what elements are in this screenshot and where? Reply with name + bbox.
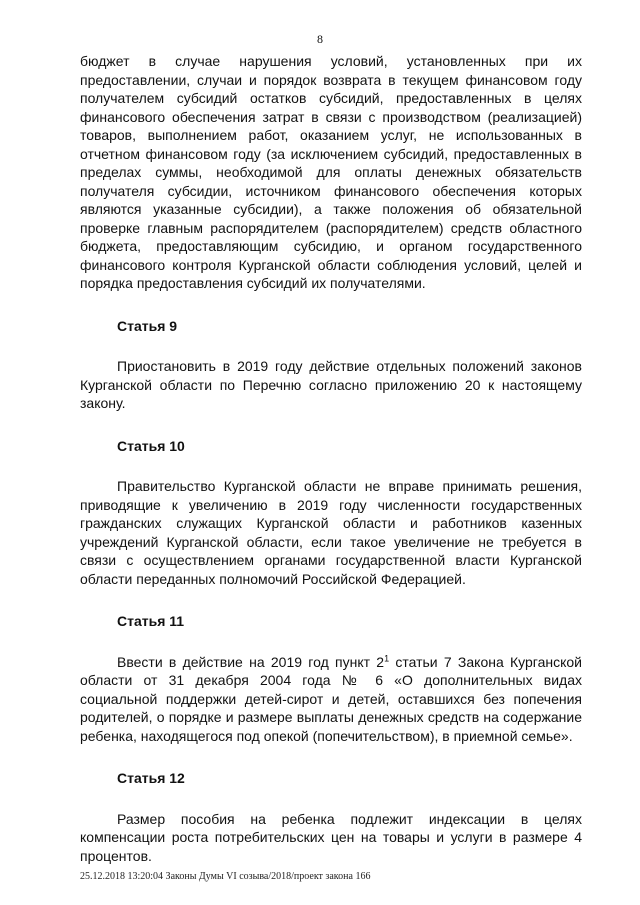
document-footer: 25.12.2018 13:20:04 Законы Думы VI созыва/2018/проект закона 166 bbox=[80, 871, 371, 882]
continuation-paragraph: бюджет в случае нарушения условий, установленных при их предоставлении, случаи и порядок возврата в текущем финансовом году получателем субсидий остатков субсидий, предоставленных в целях финансового обеспечения затрат в связи с производством (реализацией) товаров, выполнением работ, оказанием услуг, не использованных в отчетном финансовом году (за исключением субсидий, предоставленных в пределах суммы, необходимой для оплаты денежных обязательств получателя субсидии, источником финансового обеспечения которых являются указанные субсидии), а также положения об обязательной проверке главным распорядителем (распорядителем) средств областного бюджета, предоставляющим субсидию, и органом государственного финансового контроля Курганской области соблюдения условий, целей и порядка предоставления субсидий их получателями. bbox=[80, 53, 582, 291]
article-11-superscript: 1 bbox=[384, 652, 390, 663]
article-11-text-start: Ввести в действие на 2019 год пункт 2 bbox=[117, 653, 385, 670]
article-11-text bbox=[80, 653, 582, 746]
article-11-heading: Статья 11 bbox=[117, 613, 185, 629]
article-12-text: Размер пособия на ребенка подлежит индексации в целях компенсации роста потребительских цен на товары и услуги в размере 4 процентов. bbox=[80, 810, 582, 864]
article-12-heading: Статья 12 bbox=[117, 770, 185, 786]
document-body bbox=[80, 52, 582, 865]
article-9-text: Приостановить в 2019 году действие отдельных положений законов Курганской области по Перечню согласно приложению 20 к настоящему закону. bbox=[80, 358, 582, 411]
article-9-heading: Статья 9 bbox=[117, 317, 178, 334]
article-11-text-end: статьи 7 Закона Курганской области от 31 декабря 2004 года № 6 «О дополнительных видах социальной поддержки детей-сирот и детей, оставшихся без попечения родителей, о порядке и размере выплаты денежных средств на содержание ребенка, находящегося под опекой (попечительством), в приемной семье». bbox=[80, 653, 582, 744]
article-10-heading: Статья 10 bbox=[117, 437, 185, 454]
page-number: 8 bbox=[317, 32, 323, 46]
article-10-text: Правительство Курганской области не вправе принимать решения, приводящие к увеличению в 2019 году численности государственных гражданских служащих Курганской области и работников казенных учреждений Курганской области, если такое увеличение не требуется в связи с осуществлением органами государственной власти Курганской области переданных полномочий Российской Федерацией. bbox=[80, 478, 582, 587]
